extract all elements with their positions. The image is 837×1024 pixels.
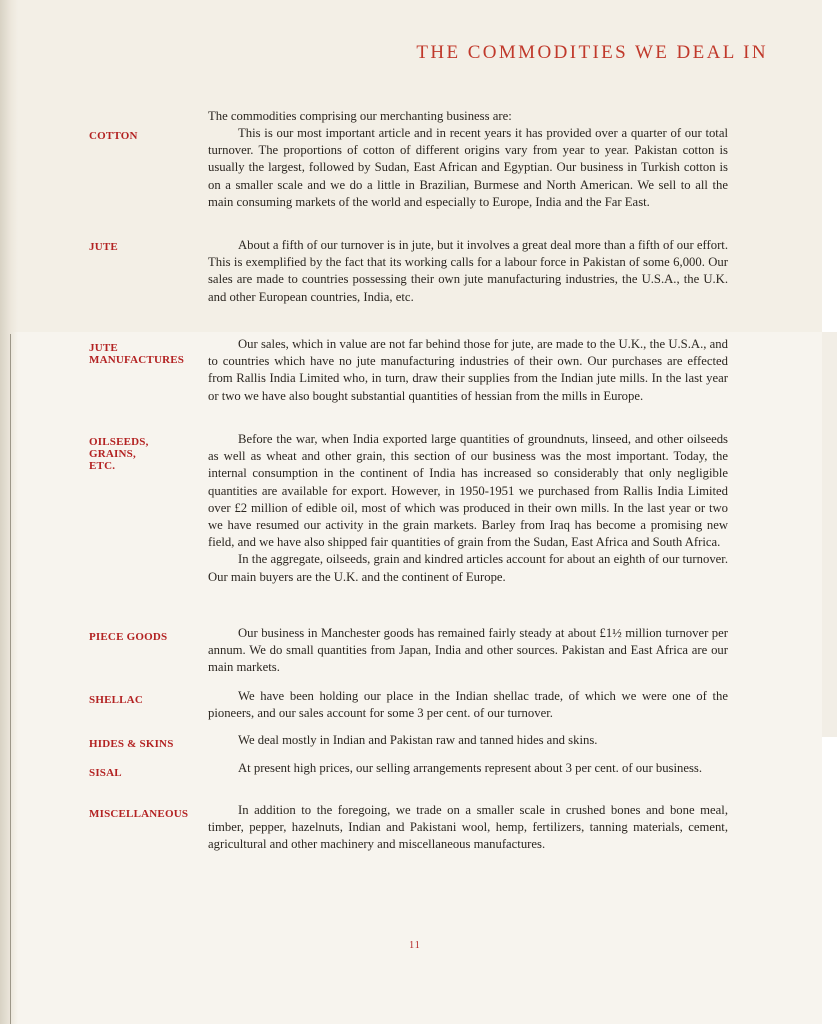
- page-title: THE COMMODITIES WE DEAL IN: [416, 42, 768, 63]
- section-text-sisal: [208, 760, 728, 777]
- paragraph: In addition to the foregoing, we trade on a smaller scale in crushed bones and bone meal, timber, pepper, hazelnuts, Indian and Pakistani wool, hemp, fertilizers, tanning materials, cement, agricultural and other machinery and miscellaneous manufactures.: [208, 803, 728, 852]
- section-label-jute-manufactures: JUTE MANUFACTURES: [89, 342, 185, 366]
- section-label-cotton: COTTON: [89, 130, 138, 142]
- section-label-sisal: SISAL: [89, 767, 122, 779]
- paragraph: At present high prices, our selling arrangements represent about 3 per cent. of our business.: [238, 761, 703, 775]
- section-text-jute-manufactures: [208, 336, 728, 405]
- paragraph: Our business in Manchester goods has remained fairly steady at about £1½ million turnover per annum. We do small quantities from Japan, India and other sources. Pakistan and East Africa are our main markets.: [208, 626, 728, 675]
- page-edge-shadow: [822, 332, 837, 737]
- section-text-hides-skins: [208, 732, 728, 749]
- paragraph: We deal mostly in Indian and Pakistan raw and tanned hides and skins.: [238, 733, 598, 747]
- paragraph: Before the war, when India exported large quantities of groundnuts, linseed, and other oilseeds as well as wheat and other grain, this section of our business was the most important. Today, the internal consumption in the continent of India has increased so considerably that only negligible quantities are available for export. However, in 1950-1951 we purchased from Rallis India Limited over £2 million of edible oil, most of which was produced in their own mills. In the last year or two we have resumed our activity in the grain markets. Barley from Iraq has become a promising new field, and we have also shipped fair quantities of grain from the Sudan, East Africa and South Africa.: [208, 432, 728, 550]
- page-number: 11: [409, 940, 421, 951]
- section-text-miscellaneous: [208, 802, 728, 854]
- section-label-oilseeds: OILSEEDS, GRAINS, ETC.: [89, 436, 149, 472]
- intro-text: The commodities comprising our merchanting business are:: [208, 109, 512, 123]
- section-label-shellac: SHELLAC: [89, 694, 143, 706]
- section-label-piece-goods: PIECE GOODS: [89, 631, 168, 643]
- paragraph: About a fifth of our turnover is in jute, but it involves a great deal more than a fifth of our effort. This is exemplified by the fact that its working calls for a labour force in Pakistan of some 6,000. Our sales are made to countries possessing their own jute manufacturing industries, the U.S.A., the U.K. and other European countries, India, etc.: [208, 238, 728, 304]
- paragraph: Our sales, which in value are not far behind those for jute, are made to the U.K., the U.S.A., and to countries which have no jute manufacturing industries of their own. Our purchases are effected from Rallis India Limited who, in turn, draw their supplies from the Indian jute mills. In the last year or two we have also bought substantial quantities of hessian from the mills in Europe.: [208, 337, 728, 403]
- section-text-piece-goods: [208, 625, 728, 677]
- binding-gutter: [0, 0, 18, 1024]
- section-label-miscellaneous: MISCELLANEOUS: [89, 808, 189, 820]
- section-text-shellac: [208, 688, 728, 722]
- paragraph: In the aggregate, oilseeds, grain and kindred articles account for about an eighth of our turnover. Our main buyers are the U.K. and the continent of Europe.: [208, 552, 728, 584]
- section-label-jute: JUTE: [89, 241, 118, 253]
- paragraph: We have been holding our place in the Indian shellac trade, of which we were one of the pioneers, and our sales account for some 3 per cent. of our turnover.: [208, 689, 728, 721]
- binding-line: [10, 334, 11, 1024]
- section-text-cotton: [208, 125, 728, 211]
- paragraph: This is our most important article and in recent years it has provided over a quarter of our total turnover. The proportions of cotton of different origins vary from year to year. Pakistan cotton is usually the largest, followed by Sudan, East African and Egyptian. Our business in Turkish cotton is on a smaller scale and we do a little in Brazilian, Burmese and North American. We sell to all the main consuming markets of the world and especially to Europe, India and the Far East.: [208, 126, 728, 209]
- section-label-hides-skins: HIDES & SKINS: [89, 738, 174, 750]
- section-text-oilseeds: [208, 431, 728, 586]
- section-text-jute: [208, 237, 728, 306]
